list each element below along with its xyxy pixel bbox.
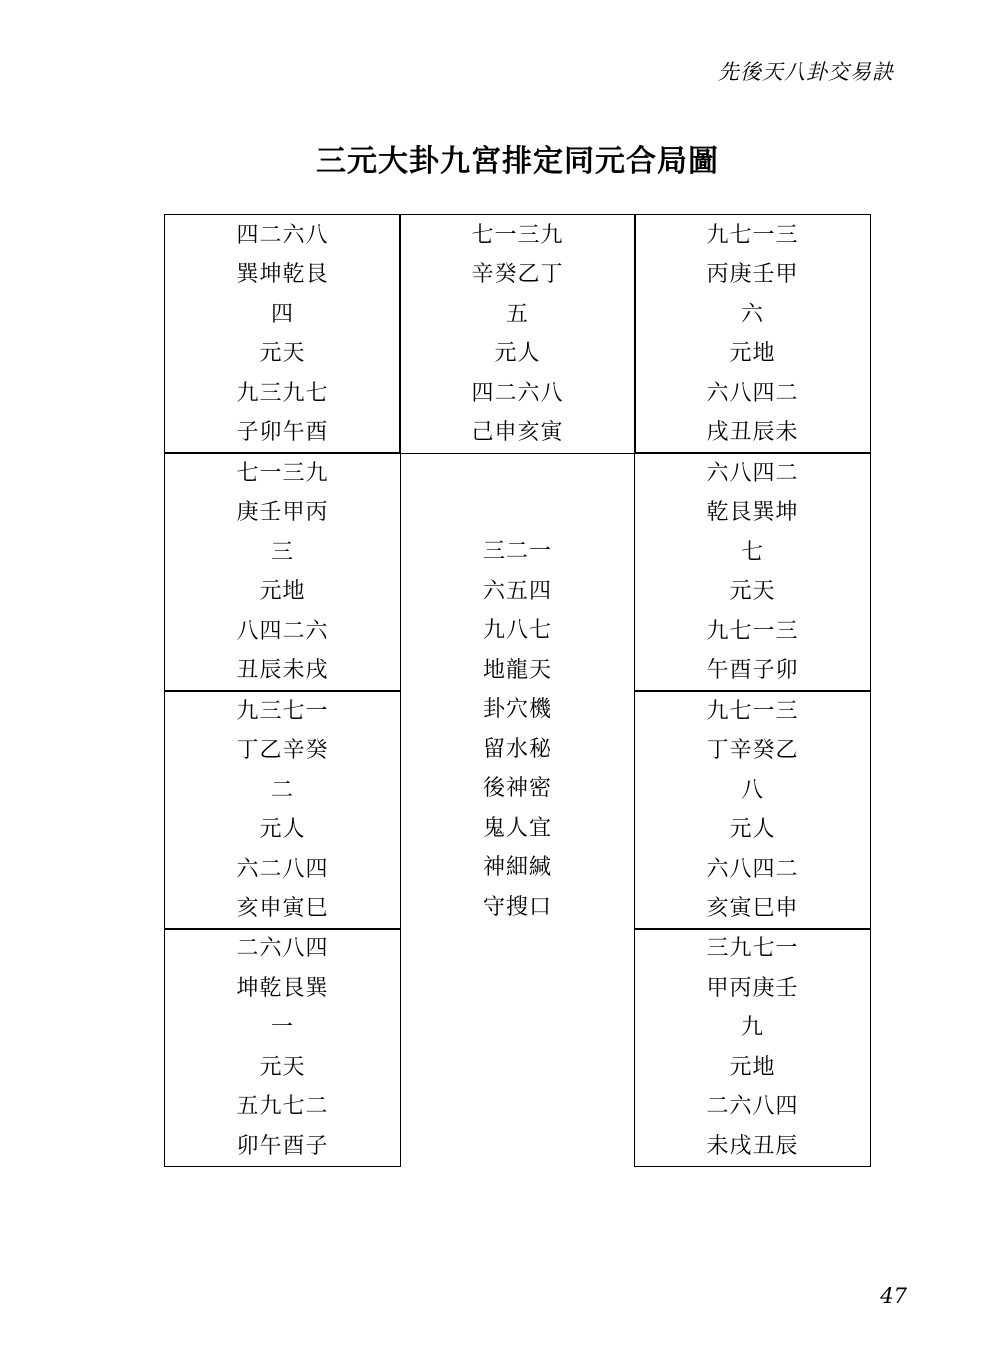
text-line: 三 <box>270 539 294 565</box>
text-line: 六八四二 <box>706 460 799 486</box>
text-line: 七一三九 <box>471 222 564 248</box>
text-line: 元地 <box>729 1054 776 1080</box>
text-line: 未戌丑辰 <box>706 1133 799 1159</box>
text-line: 七 <box>740 539 764 565</box>
text-line: 六八四二 <box>706 380 799 406</box>
text-line: 三二一 <box>482 539 552 564</box>
text-line: 七一三九 <box>236 460 329 486</box>
text-line: 元天 <box>259 1054 306 1080</box>
text-line: 亥申寅巳 <box>236 896 329 921</box>
page-number: 47 <box>880 1284 907 1308</box>
text-line: 二 <box>270 777 294 803</box>
text-line: 元人 <box>494 341 541 366</box>
text-line: 乾艮巽坤 <box>706 500 799 525</box>
text-line: 神細緘 <box>482 855 552 880</box>
center-text-block <box>400 452 635 932</box>
text-line: 亥寅巳申 <box>706 896 799 921</box>
running-header: 先後天八卦交易訣 <box>718 60 894 84</box>
text-line: 六 <box>740 301 764 327</box>
text-line: 坤乾艮巽 <box>236 975 329 1001</box>
nine-palace-grid <box>164 214 871 1167</box>
cell-top-left <box>164 214 401 454</box>
text-line: 卦穴機 <box>482 697 552 722</box>
text-line: 九八七 <box>482 618 552 643</box>
text-line: 元地 <box>729 341 776 366</box>
text-line: 六五四 <box>482 578 552 604</box>
cell-top-middle <box>399 214 636 454</box>
text-line: 四 <box>270 301 294 327</box>
text-line: 五九七二 <box>236 1094 329 1119</box>
text-line: 八四二六 <box>236 618 329 644</box>
text-line: 九三九七 <box>236 380 329 406</box>
text-line: 鬼人宜 <box>482 815 552 841</box>
text-line: 五 <box>505 301 529 327</box>
text-line: 甲丙庚壬 <box>706 975 799 1001</box>
cell-row2-right <box>634 452 871 692</box>
text-line: 元地 <box>259 579 306 604</box>
text-line: 丁辛癸乙 <box>706 738 799 763</box>
text-line: 丑辰未戌 <box>236 658 329 683</box>
cell-row4-right <box>634 928 871 1167</box>
text-line: 元人 <box>729 817 776 842</box>
text-line: 卯午酉子 <box>236 1133 329 1159</box>
text-line: 子卯午酉 <box>236 420 329 445</box>
text-line: 六二八四 <box>236 856 329 882</box>
text-line: 六八四二 <box>706 856 799 882</box>
cell-row3-right <box>634 690 871 930</box>
text-line: 九三七一 <box>236 698 329 724</box>
text-line: 九 <box>740 1015 764 1040</box>
text-line: 午酉子卯 <box>706 658 799 683</box>
text-line: 留水秘 <box>482 736 552 762</box>
text-line: 一 <box>270 1015 294 1040</box>
cell-row4-left <box>164 928 401 1167</box>
text-line: 三九七一 <box>706 936 799 961</box>
text-line: 後神密 <box>482 776 552 801</box>
text-line: 巽坤乾艮 <box>236 262 329 287</box>
text-line: 己申亥寅 <box>471 420 564 445</box>
text-line: 丁乙辛癸 <box>236 738 329 763</box>
text-line: 四二六八 <box>471 380 564 406</box>
text-line: 八 <box>740 777 764 803</box>
text-line: 二六八四 <box>236 936 329 961</box>
cell-row2-left <box>164 452 401 692</box>
text-line: 元人 <box>259 817 306 842</box>
cell-row3-left <box>164 690 401 930</box>
page-title: 三元大卦九宮排定同元合局圖 <box>316 144 719 179</box>
text-line: 元天 <box>259 341 306 366</box>
text-line: 九七一三 <box>706 618 799 644</box>
text-line: 四二六八 <box>236 222 329 248</box>
text-line: 守搜口 <box>482 894 552 920</box>
text-line: 庚壬甲丙 <box>236 500 329 525</box>
text-line: 地龍天 <box>482 657 552 683</box>
text-line: 九七一三 <box>706 698 799 724</box>
text-line: 九七一三 <box>706 222 799 248</box>
text-line: 辛癸乙丁 <box>471 262 564 287</box>
cell-top-right <box>634 214 871 454</box>
text-line: 丙庚壬甲 <box>706 262 799 287</box>
text-line: 戌丑辰未 <box>706 420 799 445</box>
text-line: 二六八四 <box>706 1094 799 1119</box>
text-line: 元天 <box>729 579 776 604</box>
